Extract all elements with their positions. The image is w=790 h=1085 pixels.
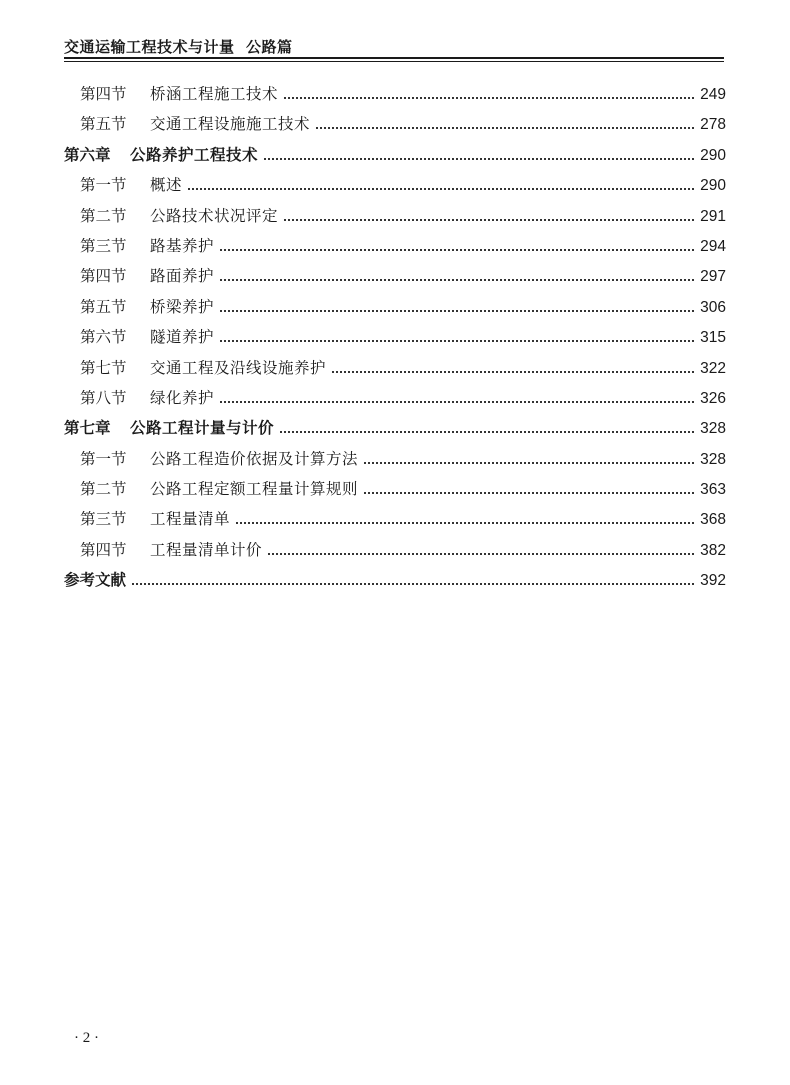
toc-entry-page: 326 <box>700 389 726 407</box>
toc-entry-label: 第一节 <box>80 449 127 468</box>
toc-entry-label: 第二节 <box>80 206 127 225</box>
toc-dot-leader <box>220 310 694 312</box>
toc-section-row[interactable] <box>64 386 726 416</box>
toc-section-row[interactable] <box>64 295 726 325</box>
toc-entry-title: 公路工程定额工程量计算规则 <box>150 480 359 499</box>
toc-entry-title: 路面养护 <box>150 267 215 286</box>
toc-entry-label: 第六节 <box>80 328 127 347</box>
toc-dot-leader <box>284 97 694 99</box>
toc-entry-label: 第一节 <box>80 176 127 195</box>
toc-entry-page: 297 <box>700 268 726 286</box>
toc-entry-title: 公路工程造价依据及计算方法 <box>150 449 359 468</box>
running-header <box>64 36 724 60</box>
toc-entry-label: 第七节 <box>80 358 127 377</box>
toc-entry-label: 第八节 <box>80 388 127 407</box>
header-rule-thin <box>64 61 724 62</box>
toc-entry-title: 工程量清单 <box>150 510 231 529</box>
toc-entry-label: 第四节 <box>80 540 127 559</box>
toc-dot-leader <box>132 583 694 585</box>
toc-dot-leader <box>268 553 694 555</box>
toc-entry-label: 第五节 <box>80 115 127 134</box>
toc-entry-page: 392 <box>700 572 726 590</box>
toc-entry-page: 278 <box>700 116 726 134</box>
toc-entry-title: 桥涵工程施工技术 <box>150 85 279 103</box>
toc-entry-label: 第五节 <box>80 297 127 316</box>
toc-entry-page: 294 <box>700 237 726 255</box>
toc-entry-title: 绿化养护 <box>150 388 215 407</box>
toc-entry-page: 368 <box>700 511 726 529</box>
toc-section-row[interactable] <box>64 82 726 112</box>
toc-dot-leader <box>364 462 694 464</box>
toc-entry-title: 概述 <box>150 176 183 195</box>
toc-dot-leader <box>264 158 694 160</box>
toc-entry-page: 290 <box>700 177 726 195</box>
toc-entry-title: 隧道养护 <box>150 328 215 347</box>
toc-dot-leader <box>284 219 694 221</box>
table-of-contents <box>64 82 726 599</box>
toc-entry-label: 第三节 <box>80 236 127 255</box>
toc-entry-title: 工程量清单计价 <box>150 540 263 559</box>
toc-entry-title: 桥梁养护 <box>150 297 215 316</box>
toc-entry-page: 315 <box>700 329 726 347</box>
toc-entry-label: 第四节 <box>80 267 127 286</box>
toc-entry-page: 322 <box>700 359 726 377</box>
toc-entry-label: 第二节 <box>80 480 127 499</box>
toc-entry-title: 公路技术状况评定 <box>150 206 279 225</box>
toc-entry-title: 公路养护工程技术 <box>130 145 259 164</box>
toc-entry-page: 382 <box>700 541 726 559</box>
toc-entry-label: 第六章 <box>64 145 111 164</box>
toc-dot-leader <box>220 340 694 342</box>
toc-section-row[interactable] <box>64 356 726 386</box>
toc-entry-label: 第七章 <box>64 419 111 438</box>
toc-dot-leader <box>236 522 694 524</box>
toc-references-row[interactable] <box>64 568 726 598</box>
toc-section-row[interactable] <box>64 234 726 264</box>
toc-entry-title: 公路工程计量与计价 <box>130 419 275 438</box>
toc-entry-page: 306 <box>700 298 726 316</box>
toc-section-row[interactable] <box>64 538 726 568</box>
toc-section-row[interactable] <box>64 112 726 142</box>
running-header-title <box>64 36 292 57</box>
toc-entry-page: 290 <box>700 146 726 164</box>
toc-dot-leader <box>316 127 694 129</box>
toc-entry-label: 第三节 <box>80 510 127 529</box>
toc-entry-title: 交通工程及沿线设施养护 <box>150 358 327 377</box>
toc-entry-page: 328 <box>700 450 726 468</box>
toc-section-row[interactable] <box>64 447 726 477</box>
toc-section-row[interactable] <box>64 264 726 294</box>
book-title: 交通运输工程技术与计量 <box>64 38 235 56</box>
toc-section-row[interactable] <box>64 507 726 537</box>
toc-entry-label: 第四节 <box>80 85 127 103</box>
toc-dot-leader <box>332 371 694 373</box>
toc-dot-leader <box>364 492 694 494</box>
toc-entry-page: 328 <box>700 420 726 438</box>
header-rule-thick <box>64 57 724 59</box>
toc-entry-page: 291 <box>700 207 726 225</box>
toc-entry-page: 363 <box>700 481 726 499</box>
toc-section-row[interactable] <box>64 173 726 203</box>
toc-dot-leader <box>188 188 694 190</box>
volume-title: 公路篇 <box>245 38 293 56</box>
toc-chapter-row[interactable] <box>64 143 726 173</box>
toc-chapter-row[interactable] <box>64 416 726 446</box>
toc-entry-label: 参考文献 <box>64 571 127 590</box>
toc-dot-leader <box>280 431 694 433</box>
toc-section-row[interactable] <box>64 477 726 507</box>
toc-entry-page: 249 <box>700 86 726 103</box>
toc-dot-leader <box>220 279 694 281</box>
toc-section-row[interactable] <box>64 325 726 355</box>
page-number: · 2 · <box>74 1030 99 1046</box>
toc-dot-leader <box>220 249 694 251</box>
toc-section-row[interactable] <box>64 204 726 234</box>
toc-entry-title: 交通工程设施施工技术 <box>150 115 311 134</box>
toc-entry-title: 路基养护 <box>150 236 215 255</box>
toc-dot-leader <box>220 401 694 403</box>
